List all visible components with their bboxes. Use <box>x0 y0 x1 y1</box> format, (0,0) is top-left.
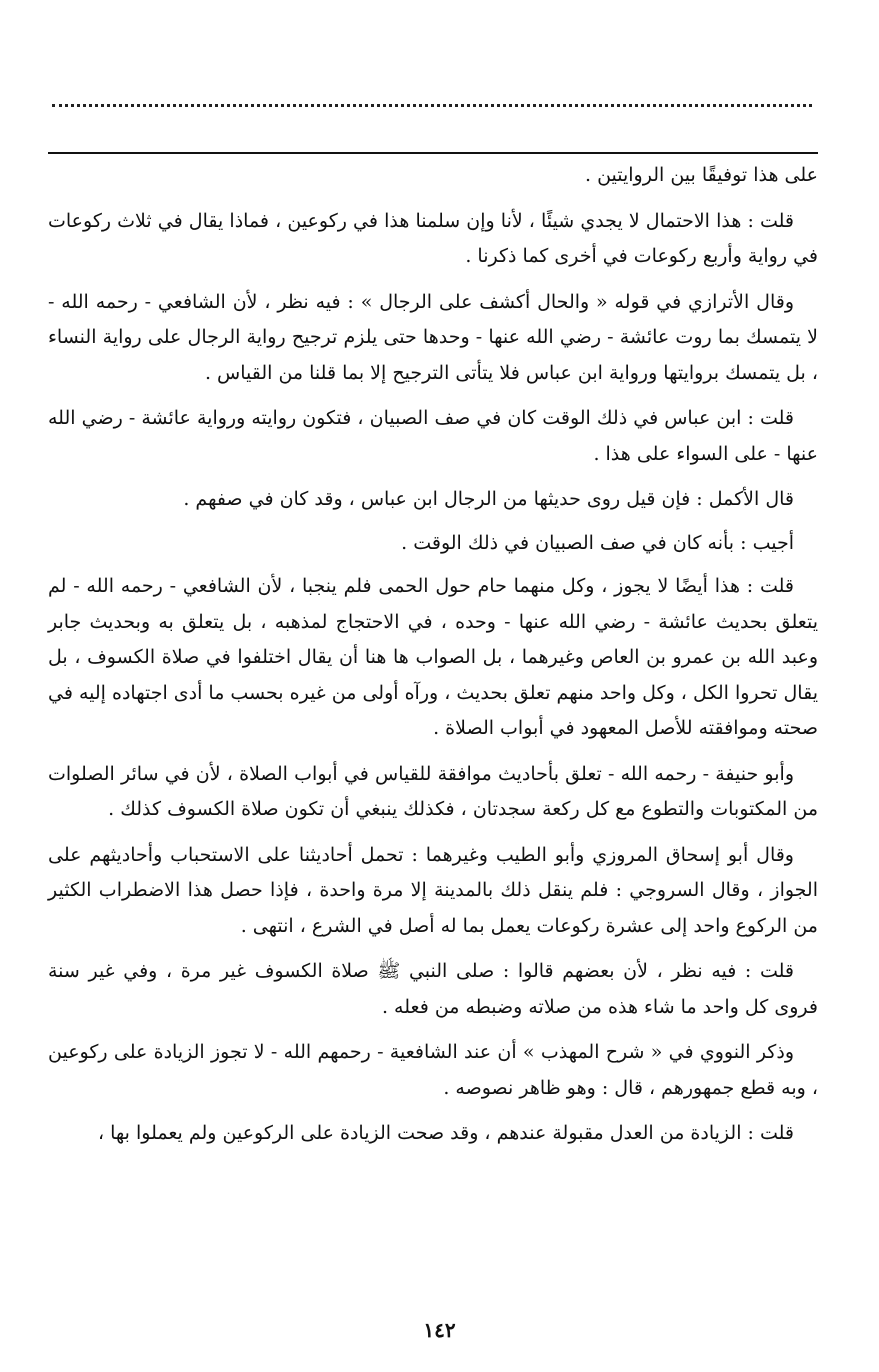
paragraph-10: قلت : فيه نظر ، لأن بعضهم قالوا : صلى النبي ﷺ صلاة الكسوف غير مرة ، وفي غير سنة فروى كل واحد ما شاء هذه من صلاته وضبطه من فعله . <box>48 960 818 1018</box>
paragraph-1: على هذا توفيقًا بين الروايتين . <box>584 164 818 186</box>
paragraph-3: وقال الأترازي في قوله « والحال أكشف على الرجال » : فيه نظر ، لأن الشافعي - رحمه الله - لا يتمسك بما روت عائشة - رضي الله عنها - وحدها حتى يلزم ترجيح رواية الرجال على رواية النساء ، بل يتمسك بروايتها ورواية ابن عباس فلا يتأتى الترجيح إلا بما قلنا من القياس . <box>48 290 818 384</box>
paragraph-11: وذكر النووي في « شرح المهذب » أن عند الشافعية - رحمهم الله - لا تجوز الزيادة على ركوعين ، وبه قطع جمهورهم ، قال : وهو ظاهر نصوصه . <box>48 1041 818 1099</box>
header-rule <box>48 152 818 154</box>
paragraph-2: قلت : هذا الاحتمال لا يجدي شيئًا ، لأنا وإن سلمنا هذا في ركوعين ، فماذا يقال في ثلاث ركوعات في رواية وأربع ركوعات في أخرى كما ذكرنا . <box>48 209 818 267</box>
paragraph-12: قلت : الزيادة من العدل مقبولة عندهم ، وقد صحت الزيادة على الركوعين ولم يعملوا بها ، <box>97 1122 794 1144</box>
body-text <box>48 158 818 1162</box>
paragraph-8: وأبو حنيفة - رحمه الله - تعلق بأحاديث موافقة للقياس في أبواب الصلاة ، لأن في سائر الصلوات من المكتوبات والتطوع مع كل ركعة سجدتان ، فكذلك ينبغي أن تكون صلاة الكسوف كذلك . <box>48 762 818 820</box>
paragraph-9: وقال أبو إسحاق المروزي وأبو الطيب وغيرهما : تحمل أحاديثنا على الاستحباب وأحاديثهم على الجواز ، وقال السروجي : فلم ينقل ذلك بالمدينة إلا مرة واحدة ، فإذا حصل هذا الاضطراب الكثير من الركوع واحد إلى عشرة ركوعات يعمل بما له أصل في الشرع ، انتهى . <box>48 843 818 937</box>
footnote-dots-separator <box>52 104 812 113</box>
paragraph-6: أجيب : بأنه كان في صف الصبيان في ذلك الوقت . <box>401 531 794 554</box>
paragraph-7: قلت : هذا أيضًا لا يجوز ، وكل منهما حام حول الحمى فلم ينجبا ، لأن الشافعي - رحمه الله - لم يتعلق بحديث عائشة - رضي الله عنها - وحده ، في الاحتجاج لمذهبه ، بل يتعلق به وبحديث جابر وعبد الله بن عمرو بن العاص وغيرهما ، بل الصواب ها هنا أن يقال اختلفوا في صلاة الكسوف ، بل يقال تحروا الكل ، وكل واحد منهم تعلق بحديث ، ورآه أولى من غيره بحسب ما أدى اجتهاده إليه في صحته وموافقته للأصل المعهود في أبواب الصلاة . <box>48 575 818 739</box>
page-number: ١٤٢ <box>423 1318 456 1342</box>
paragraph-5: قال الأكمل : فإن قيل روى حديثها من الرجال ابن عباس ، وقد كان في صفهم . <box>183 488 794 510</box>
paragraph-4: قلت : ابن عباس في ذلك الوقت كان في صف الصبيان ، فتكون روايته ورواية عائشة - رضي الله عنها - على السواء على هذا . <box>48 407 818 465</box>
